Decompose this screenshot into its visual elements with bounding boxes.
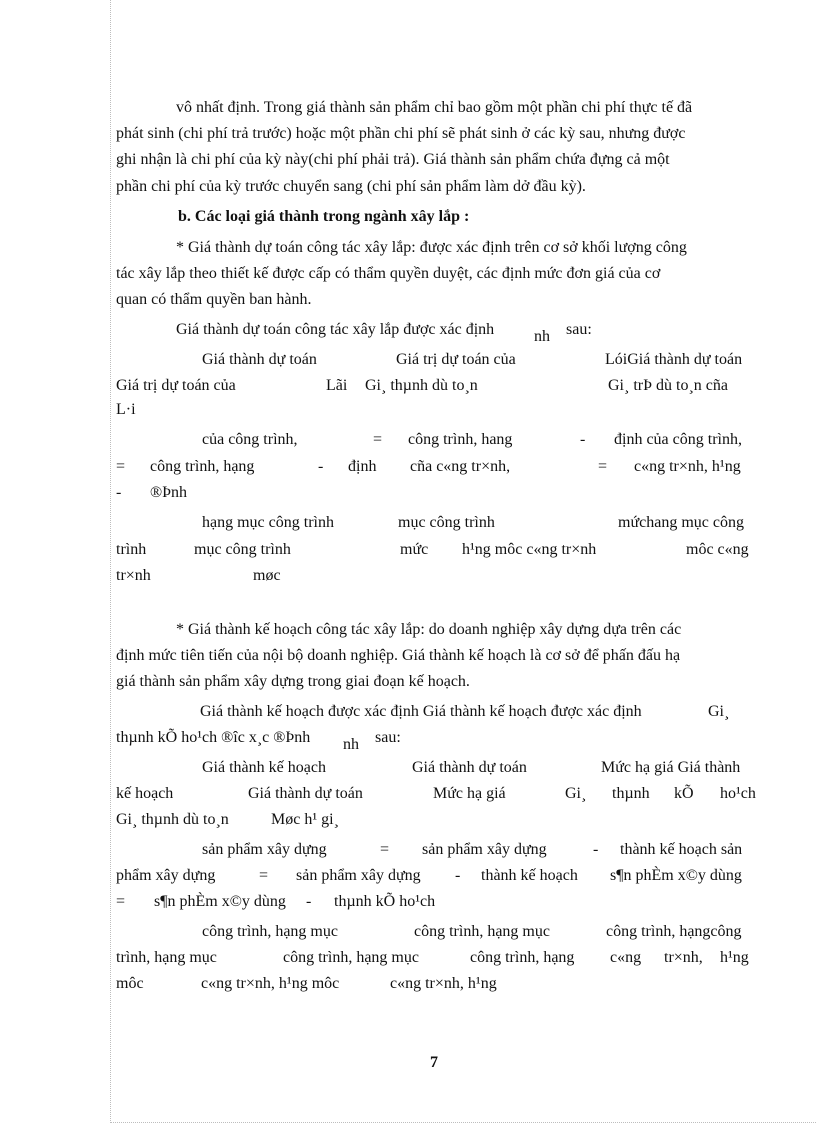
text-line: phần chi phí của kỳ trước chuyển sang (chi phí sản phẩm làm dở đầu kỳ).: [116, 178, 586, 195]
formula-fragment: =: [373, 431, 383, 448]
formula-fragment: công trình, hạng mục: [283, 949, 419, 966]
formula-fragment: s¶n phÈm x©y dùng: [610, 867, 742, 884]
formula-fragment: cña c«ng tr×nh,: [410, 458, 511, 475]
formula-fragment: tr×nh: [116, 567, 151, 584]
text-fragment: nh: [343, 736, 359, 753]
formula-fragment: định của công trình,: [614, 431, 742, 448]
formula-fragment: ho¹ch: [720, 785, 756, 802]
formula-fragment: công trình, hạngcông: [606, 923, 742, 940]
text-line: quan có thẩm quyền ban hành.: [116, 291, 312, 308]
page-number: 7: [430, 1054, 438, 1071]
text-fragment: sau:: [375, 729, 401, 746]
text-line: Giá thành kế hoạch được xác định Giá thành kế hoạch được xác định: [200, 703, 642, 720]
formula-fragment: h¹ng môc c«ng tr×nh: [462, 541, 597, 558]
formula-fragment: thành kế hoạch: [481, 867, 578, 884]
formula-fragment: mục công trình: [398, 514, 495, 531]
formula-fragment: =: [598, 458, 608, 475]
text-line: * Giá thành kế hoạch công tác xây lắp: do doanh nghiệp xây dựng dựa trên các: [176, 621, 682, 638]
formula-fragment: Møc h¹ gi¸: [271, 811, 339, 828]
formula-fragment: Giá thành dự toán: [412, 759, 527, 776]
formula-fragment: Lãi: [326, 377, 348, 394]
formula-fragment: kế hoạch: [116, 785, 174, 802]
formula-fragment: Giá trị dự toán của: [116, 377, 236, 394]
formula-fragment: Giá thành kế hoạch: [202, 759, 326, 776]
formula-fragment: Gi¸ thµnh dù to¸n: [365, 377, 478, 394]
text-line: giá thành sản phẩm xây dựng trong giai đoạn kế hoạch.: [116, 673, 470, 690]
formula-fragment: -: [455, 867, 461, 884]
formula-fragment: LóiGiá thành dự toán: [605, 351, 743, 368]
formula-fragment: Gi¸ trÞ dù to¸n cña: [608, 377, 728, 394]
text-line: phát sinh (chi phí trả trước) hoặc một phần chi phí sẽ phát sinh ở các kỳ sau, nhưng được: [116, 125, 686, 142]
formula-fragment: Gi¸ thµnh dù to¸n: [116, 811, 229, 828]
text-line: tác xây lắp theo thiết kế được cấp có thẩm quyền duyệt, các định mức đơn giá của cơ: [116, 265, 661, 282]
formula-fragment: trình: [116, 541, 147, 558]
text-line: định mức tiên tiến của nội bộ doanh nghiệp. Giá thành kế hoạch là cơ sở để phấn đấu hạ: [116, 647, 681, 664]
text-line: ghi nhận là chi phí của kỳ này(chi phí phải trả). Giá thành sản phẩm chứa đựng cả một: [116, 151, 670, 168]
text-line: Giá thành dự toán công tác xây lắp được xác định: [176, 321, 495, 338]
formula-fragment: công trình, hạng mục: [414, 923, 550, 940]
formula-fragment: møc: [253, 567, 281, 584]
formula-fragment: =: [116, 458, 126, 475]
formula-fragment: thµnh kÕ ho¹ch: [334, 893, 436, 910]
formula-fragment: Giá thành dự toán: [202, 351, 317, 368]
text-fragment: sau:: [566, 321, 592, 338]
formula-fragment: L·i: [116, 401, 136, 418]
formula-fragment: c«ng tr×nh, h¹ng: [390, 975, 497, 992]
formula-fragment: kÕ: [674, 785, 694, 802]
formula-fragment: -: [593, 841, 599, 858]
formula-fragment: mức: [400, 541, 429, 558]
text-fragment: thµnh kÕ ho¹ch ®îc x¸c ®Þnh: [116, 729, 311, 746]
formula-fragment: tr×nh,: [664, 949, 703, 966]
section-heading: b. Các loại giá thành trong ngành xây lắp :: [178, 208, 470, 225]
formula-fragment: -: [580, 431, 586, 448]
formula-fragment: công trình, hạng mục: [202, 923, 338, 940]
formula-fragment: s¶n phÈm x©y dùng: [154, 893, 286, 910]
formula-fragment: =: [116, 893, 126, 910]
text-line: * Giá thành dự toán công tác xây lắp: được xác định trên cơ sở khối lượng công: [176, 239, 687, 256]
formula-fragment: Giá thành dự toán: [248, 785, 363, 802]
formula-fragment: môc c«ng: [686, 541, 749, 558]
formula-fragment: thµnh: [612, 785, 650, 802]
formula-fragment: định: [348, 458, 377, 475]
formula-fragment: sản phẩm xây dựng: [422, 841, 547, 858]
formula-fragment: phẩm xây dựng: [116, 867, 216, 884]
text-line: vô nhất định. Trong giá thành sản phẩm chỉ bao gồm một phần chi phí thực tế đã: [176, 99, 693, 116]
formula-fragment: công trình, hạng: [470, 949, 575, 966]
formula-fragment: môc: [116, 975, 144, 992]
formula-fragment: mứchang mục công: [618, 514, 744, 531]
formula-fragment: Mức hạ giá Giá thành: [601, 759, 741, 776]
formula-fragment: c«ng: [610, 949, 642, 966]
formula-fragment: -: [306, 893, 312, 910]
formula-fragment: của công trình,: [202, 431, 298, 448]
formula-fragment: c«ng tr×nh, h¹ng môc: [201, 975, 340, 992]
formula-fragment: hạng mục công trình: [202, 514, 334, 531]
text-fragment: nh: [534, 328, 550, 345]
formula-fragment: thành kế hoạch sản: [620, 841, 743, 858]
formula-fragment: Giá trị dự toán của: [396, 351, 516, 368]
formula-fragment: -: [116, 484, 122, 501]
formula-fragment: công trình, hạng: [150, 458, 255, 475]
formula-fragment: sản phẩm xây dựng: [296, 867, 421, 884]
formula-fragment: Gi¸: [565, 785, 587, 802]
formula-fragment: công trình, hang: [408, 431, 513, 448]
formula-fragment: -: [318, 458, 324, 475]
formula-fragment: =: [259, 867, 269, 884]
formula-fragment: c«ng tr×nh, h¹ng: [634, 458, 741, 475]
formula-fragment: trình, hạng mục: [116, 949, 217, 966]
formula-fragment: sản phẩm xây dựng: [202, 841, 327, 858]
left-margin-guide: [110, 0, 111, 1123]
formula-fragment: =: [380, 841, 390, 858]
formula-fragment: h¹ng: [720, 949, 749, 966]
text-fragment: Gi¸: [708, 703, 730, 720]
formula-fragment: ®Þnh: [150, 484, 188, 501]
formula-fragment: mục công trình: [194, 541, 291, 558]
formula-fragment: Mức hạ giá: [433, 785, 506, 802]
